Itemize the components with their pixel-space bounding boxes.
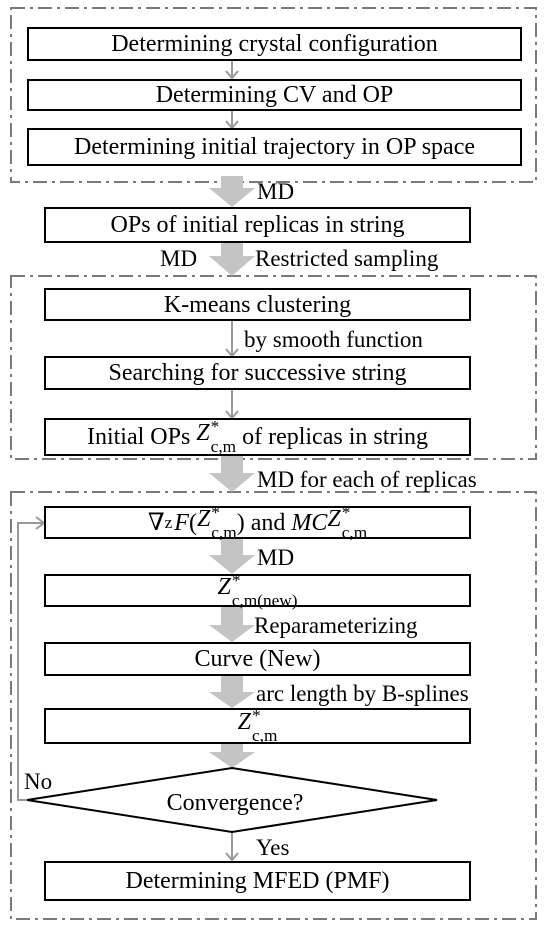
thick-arrow-5 xyxy=(209,607,255,642)
z-star-5: * xyxy=(251,706,261,726)
z-sub-5: c,m xyxy=(251,726,278,745)
decision-label: Convergence? xyxy=(166,790,304,816)
label-restricted-sampling: Restricted sampling xyxy=(255,246,439,271)
z-cm-symbol xyxy=(196,417,237,456)
thick-arrows xyxy=(209,176,255,768)
label-md-1: MD xyxy=(257,179,295,204)
initial-ops-text-pre: Initial OPs xyxy=(86,424,197,450)
label-md-3: MD xyxy=(257,545,295,570)
thick-arrow-3 xyxy=(209,456,255,492)
mc-symbol: MC xyxy=(291,509,328,536)
label-no: No xyxy=(24,769,53,794)
thick-arrow-4 xyxy=(209,538,255,574)
step-z-cm xyxy=(44,708,471,744)
z-letter-5: Z xyxy=(237,709,251,736)
step-cv-op: Determining CV and OP xyxy=(27,79,522,111)
step-ops-initial-replicas: OPs of initial replicas in string xyxy=(44,207,471,243)
label-reparameterizing: Reparameterizing xyxy=(254,613,418,638)
step-gradient-mc: ∇ z F ( Z * c,m ) and MC Z * c,m xyxy=(44,506,471,539)
label-md-2: MD xyxy=(160,246,198,271)
thick-arrow-1 xyxy=(209,176,255,207)
loop-back-line xyxy=(18,517,44,800)
z-cm-new-symbol xyxy=(217,570,298,610)
and-text: and xyxy=(244,509,292,536)
nabla-symbol: ∇ xyxy=(147,509,165,536)
step-crystal-configuration: Determining crystal configuration xyxy=(27,27,522,61)
thick-arrow-2 xyxy=(209,242,255,276)
z-cm-symbol-5 xyxy=(237,706,278,745)
initial-ops-text-post: of replicas in string xyxy=(236,424,429,450)
thick-arrow-6 xyxy=(209,676,255,708)
close-paren: ) xyxy=(236,509,245,536)
step-initial-trajectory: Determining initial trajectory in OP space xyxy=(27,128,522,166)
step-determining-mfed: Determining MFED (PMF) xyxy=(44,861,471,901)
z-star: * xyxy=(210,417,220,437)
z-star-2: * xyxy=(211,502,220,522)
z-star-4: * xyxy=(231,570,241,590)
label-smooth-function: by smooth function xyxy=(244,327,423,352)
open-paren: ( xyxy=(188,509,197,536)
z-cm-symbol-2 xyxy=(196,502,237,542)
z-letter: Z xyxy=(196,420,210,447)
z-letter-3: Z xyxy=(327,505,341,532)
step-initial-ops xyxy=(44,418,471,456)
z-cm-symbol-3 xyxy=(327,502,368,542)
label-yes: Yes xyxy=(256,835,290,860)
step-curve-new: Curve (New) xyxy=(44,642,471,676)
step-kmeans-clustering: K-means clustering xyxy=(44,288,471,321)
step-z-new xyxy=(44,570,471,610)
f-symbol: F xyxy=(174,509,189,536)
step-searching-string: Searching for successive string xyxy=(44,356,471,390)
z-sub-2: c,m xyxy=(211,522,237,542)
z-sub: c,m xyxy=(210,437,237,456)
z-letter-2: Z xyxy=(196,505,211,532)
z-star-3: * xyxy=(341,502,351,522)
thick-arrow-7 xyxy=(209,744,255,768)
label-arc-length: arc length by B-splines xyxy=(256,681,469,706)
z-sub-4: c,m(new) xyxy=(231,590,298,610)
z-letter-4: Z xyxy=(217,573,231,600)
label-md-each-replica: MD for each of replicas xyxy=(257,467,477,492)
z-sub-3: c,m xyxy=(341,522,368,542)
